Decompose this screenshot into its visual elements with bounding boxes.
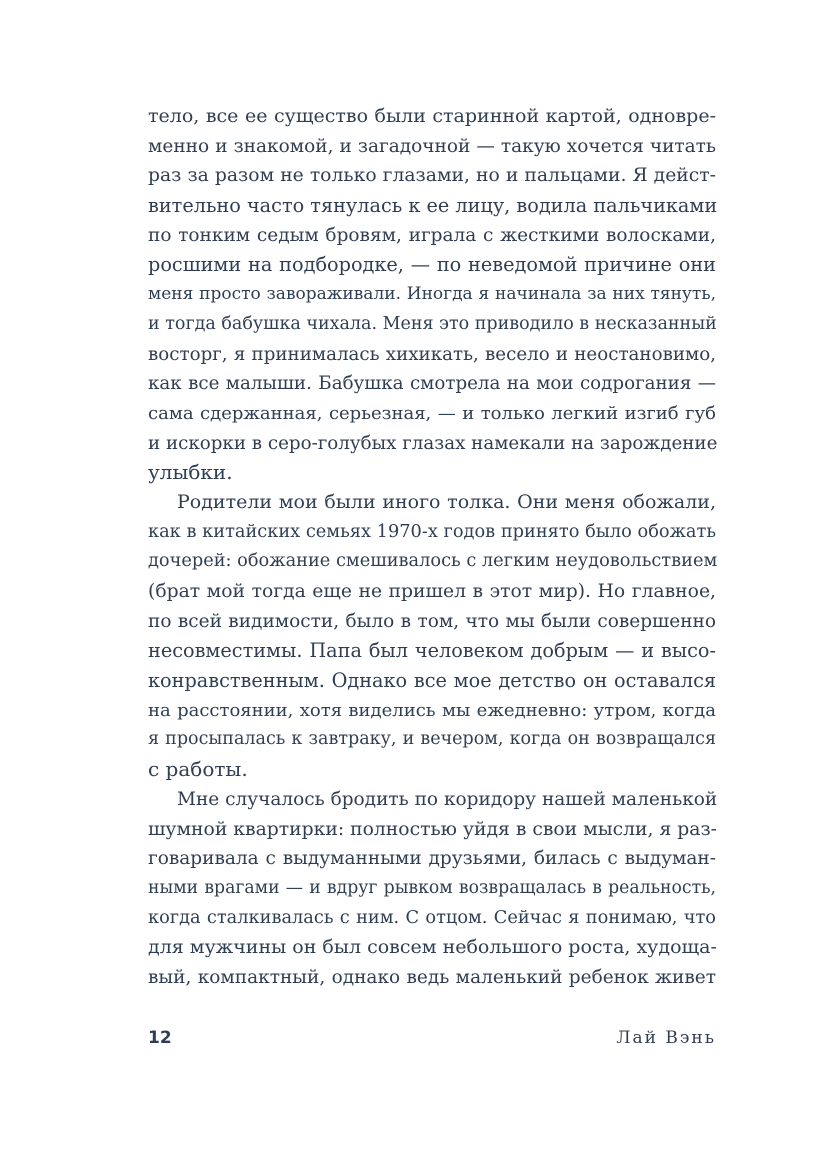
page-footer	[148, 1024, 716, 1052]
text-line: по всей видимости, было в том, что мы были совершенно	[148, 610, 716, 632]
text-line: шумной квартирки: полностью уйдя в свои мысли, я раз-	[148, 818, 718, 840]
text-line: на расстоянии, хотя виделись мы ежедневно: утром, когда	[148, 699, 716, 721]
text-line: Мне случалось бродить по коридору нашей маленькой	[177, 788, 718, 810]
text-line: росшими на подбородке, — по неведомой причине они	[148, 253, 716, 277]
text-line: когда сталкивалась с ним. С отцом. Сейчас я понимаю, что	[148, 907, 716, 928]
text-line: Родители мои были иного толка. Они меня обожали,	[177, 490, 716, 513]
text-line: для мужчины он был совсем небольшого роста, худоща-	[148, 936, 717, 959]
text-line: говаривала с выдуманными друзьями, билась с выдуман-	[148, 848, 716, 870]
text-line: дочерей: обожание смешивалось с легким неудовольствием	[148, 551, 718, 572]
text-line: улыбки.	[148, 460, 233, 485]
text-line: тело, все ее существо были старинной картой, одновре-	[148, 105, 716, 127]
text-line: вительно часто тянулась к ее лицу, водила пальчиками	[148, 194, 718, 218]
text-line: как в китайских семьях 1970-х годов принято было обожать	[148, 521, 716, 542]
page-number: 12	[148, 1028, 172, 1048]
text-line: с работы.	[148, 757, 248, 782]
text-line: по тонким седым бровям, играла с жесткими волосками,	[148, 224, 716, 246]
text-line: менно и знакомой, и загадочной — такую хочется читать	[148, 135, 716, 157]
text-line: как все малыши. Бабушка смотрела на мои содрогания —	[148, 373, 716, 395]
body-text	[148, 102, 716, 993]
text-line: ными врагами — и вдруг рывком возвращалась в реальность,	[148, 877, 716, 898]
text-line: восторг, я принималась хихикать, весело и неостановимо,	[148, 343, 716, 365]
text-line: и искорки в серо-голубых глазах намекали на зарождение	[148, 432, 718, 454]
text-line: сама сдержанная, серьезная, — и только легкий изгиб губ	[148, 402, 716, 424]
text-line: раз за разом не только глазами, но и пальцами. Я дейст-	[148, 165, 716, 187]
running-head: Лай Вэнь	[616, 1028, 716, 1048]
text-line: и тогда бабушка чихала. Меня это приводило в несказанный	[148, 313, 717, 334]
text-line: несовместимы. Папа был человеком добрым — и высо-	[148, 639, 716, 663]
text-line: (брат мой тогда еще не пришел в этот мир). Но главное,	[148, 581, 716, 602]
text-line: вый, компактный, однако ведь маленький ребенок живет	[148, 966, 716, 988]
text-line: конравственным. Однако все мое детство он оставался	[148, 669, 716, 693]
text-line: меня просто завораживали. Иногда я начинала за них тянуть,	[148, 284, 716, 305]
text-line: я просыпалась к завтраку, и вечером, когда он возвращался	[148, 729, 716, 750]
